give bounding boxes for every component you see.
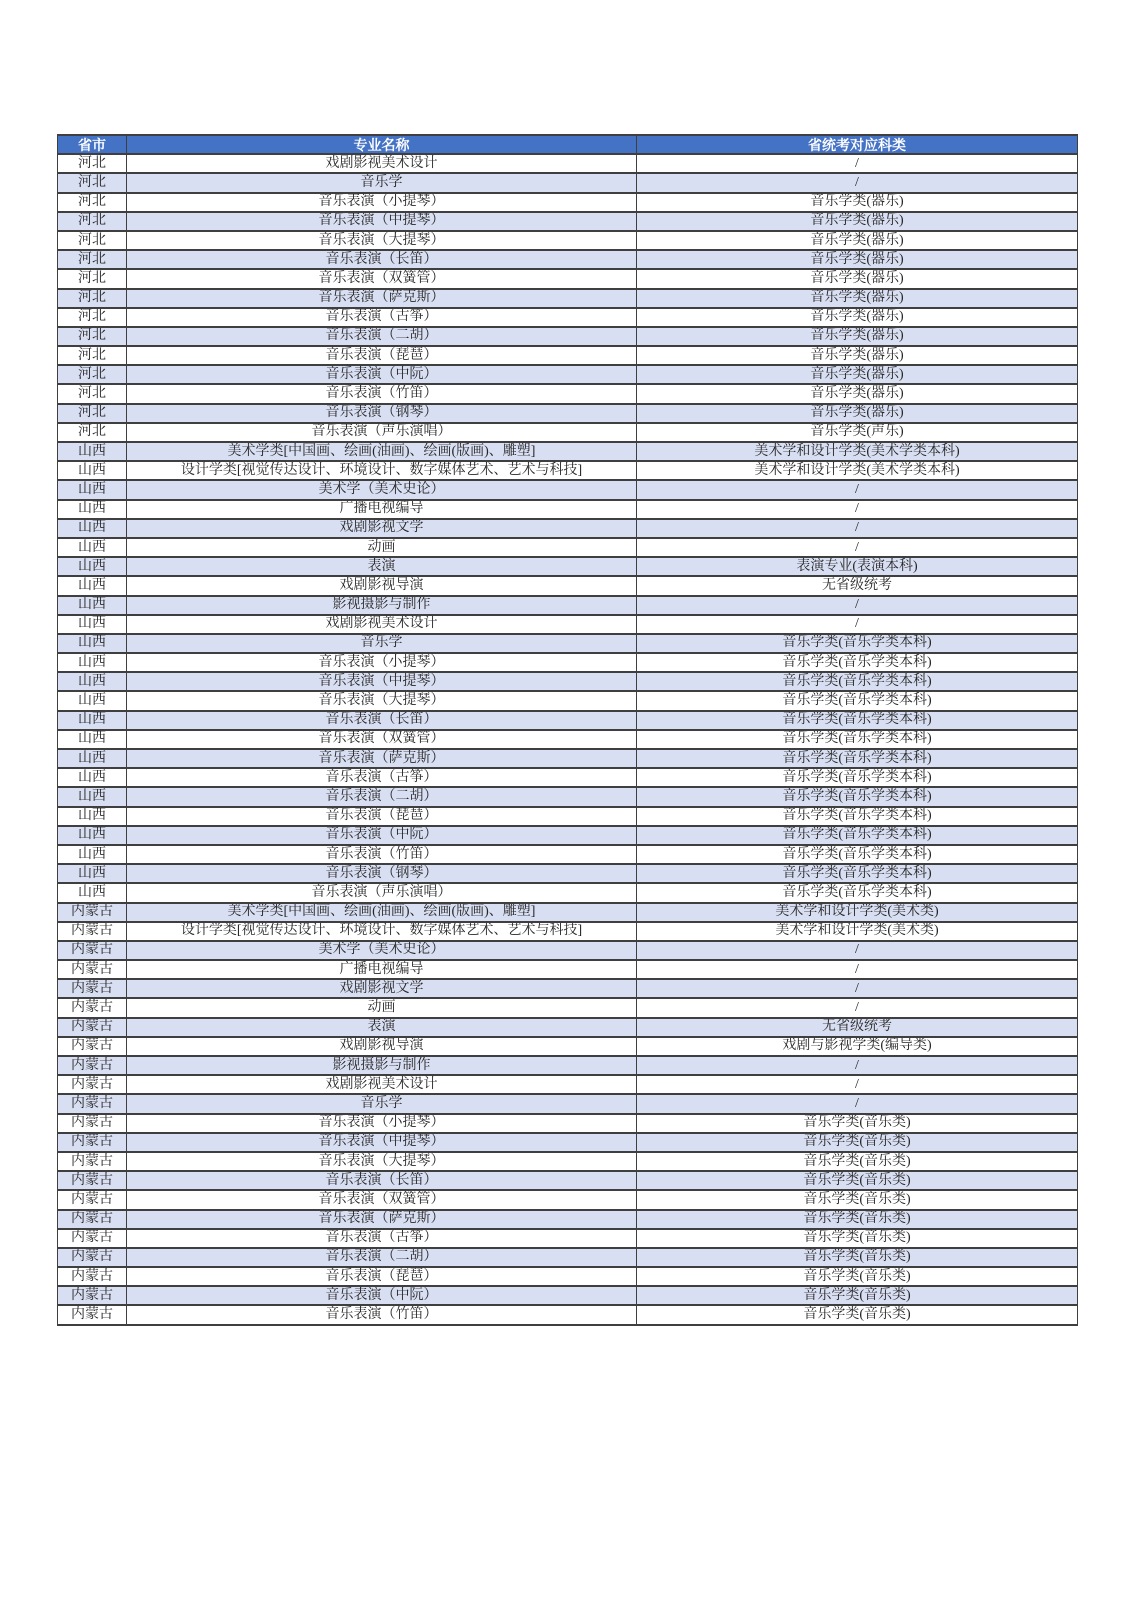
majors-table [57, 134, 1078, 1326]
province-cell: 山西 [58, 461, 127, 480]
table-row [58, 1229, 1078, 1248]
province-cell: 河北 [58, 269, 127, 288]
major-cell: 音乐表演（中提琴） [127, 1133, 637, 1152]
province-cell: 山西 [58, 807, 127, 826]
province-cell: 河北 [58, 231, 127, 250]
category-cell: 无省级统考 [637, 1018, 1078, 1037]
table-row [58, 193, 1078, 212]
table-body [58, 154, 1078, 1324]
province-cell: 山西 [58, 596, 127, 615]
province-cell: 河北 [58, 212, 127, 231]
category-cell: 美术学和设计学类(美术学类本科) [637, 442, 1078, 461]
province-cell: 内蒙古 [58, 1056, 127, 1075]
province-cell: 山西 [58, 787, 127, 806]
major-cell: 美术学类[中国画、绘画(油画)、绘画(版画)、雕塑] [127, 442, 637, 461]
category-cell: 戏剧与影视学类(编导类) [637, 1037, 1078, 1056]
province-cell: 内蒙古 [58, 1210, 127, 1229]
category-cell: 无省级统考 [637, 576, 1078, 595]
table-row [58, 212, 1078, 231]
major-cell: 音乐表演（长笛） [127, 250, 637, 269]
major-cell: 戏剧影视美术设计 [127, 1075, 637, 1094]
category-cell: 美术学和设计学类(美术学类本科) [637, 461, 1078, 480]
province-cell: 内蒙古 [58, 1229, 127, 1248]
major-cell: 音乐表演（二胡） [127, 787, 637, 806]
major-cell: 表演 [127, 1018, 637, 1037]
category-cell: 音乐学类(器乐) [637, 384, 1078, 403]
major-cell: 动画 [127, 998, 637, 1017]
major-cell: 戏剧影视导演 [127, 576, 637, 595]
table-row [58, 807, 1078, 826]
category-cell: 音乐学类(音乐学类本科) [637, 730, 1078, 749]
major-cell: 表演 [127, 557, 637, 576]
category-cell: 音乐学类(音乐类) [637, 1171, 1078, 1190]
table-row [58, 289, 1078, 308]
major-cell: 音乐表演（钢琴） [127, 864, 637, 883]
category-cell: / [637, 1094, 1078, 1113]
table-row [58, 1114, 1078, 1133]
table-row [58, 845, 1078, 864]
table-row [58, 730, 1078, 749]
province-cell: 河北 [58, 193, 127, 212]
table-row [58, 749, 1078, 768]
category-cell: 音乐学类(器乐) [637, 308, 1078, 327]
table-row [58, 1305, 1078, 1324]
major-cell: 美术学（美术史论） [127, 480, 637, 499]
table-row [58, 1210, 1078, 1229]
major-cell: 设计学类[视觉传达设计、环境设计、数字媒体艺术、艺术与科技] [127, 922, 637, 941]
province-cell: 山西 [58, 442, 127, 461]
major-cell: 音乐表演（大提琴） [127, 231, 637, 250]
category-cell: 音乐学类(器乐) [637, 346, 1078, 365]
province-cell: 内蒙古 [58, 1018, 127, 1037]
category-cell: 音乐学类(音乐学类本科) [637, 883, 1078, 902]
table-row [58, 998, 1078, 1017]
table-row [58, 308, 1078, 327]
table-row [58, 1075, 1078, 1094]
table-row [58, 269, 1078, 288]
table-row [58, 1190, 1078, 1209]
major-cell: 广播电视编导 [127, 960, 637, 979]
major-cell: 戏剧影视导演 [127, 1037, 637, 1056]
category-cell: 音乐学类(音乐学类本科) [637, 787, 1078, 806]
major-cell: 音乐表演（小提琴） [127, 193, 637, 212]
province-cell: 河北 [58, 346, 127, 365]
table-row [58, 1133, 1078, 1152]
province-cell: 山西 [58, 711, 127, 730]
major-cell: 戏剧影视美术设计 [127, 154, 637, 173]
major-cell: 广播电视编导 [127, 500, 637, 519]
major-cell: 美术学（美术史论） [127, 941, 637, 960]
province-cell: 内蒙古 [58, 1094, 127, 1113]
table-row [58, 154, 1078, 173]
province-cell: 内蒙古 [58, 922, 127, 941]
category-cell: 音乐学类(器乐) [637, 327, 1078, 346]
category-cell: / [637, 960, 1078, 979]
table-row [58, 480, 1078, 499]
category-cell: / [637, 1075, 1078, 1094]
province-cell: 山西 [58, 615, 127, 634]
province-cell: 内蒙古 [58, 1286, 127, 1305]
major-cell: 音乐表演（长笛） [127, 711, 637, 730]
major-cell: 戏剧影视文学 [127, 979, 637, 998]
major-cell: 音乐表演（大提琴） [127, 1152, 637, 1171]
province-cell: 内蒙古 [58, 941, 127, 960]
province-cell: 河北 [58, 404, 127, 423]
table-row [58, 404, 1078, 423]
major-cell: 音乐表演（萨克斯） [127, 1210, 637, 1229]
table-row [58, 423, 1078, 442]
major-cell: 音乐表演（中提琴） [127, 672, 637, 691]
major-cell: 音乐表演（竹笛） [127, 1305, 637, 1324]
major-cell: 音乐表演（双簧管） [127, 1190, 637, 1209]
category-cell: 音乐学类(器乐) [637, 212, 1078, 231]
province-cell: 河北 [58, 173, 127, 192]
province-cell: 河北 [58, 327, 127, 346]
col-header-province: 省市 [58, 135, 127, 154]
category-cell: 音乐学类(音乐学类本科) [637, 749, 1078, 768]
category-cell: 音乐学类(器乐) [637, 250, 1078, 269]
table-row [58, 1171, 1078, 1190]
category-cell: / [637, 1056, 1078, 1075]
major-cell: 动画 [127, 538, 637, 557]
category-cell: 音乐学类(器乐) [637, 269, 1078, 288]
major-cell: 音乐表演（钢琴） [127, 404, 637, 423]
province-cell: 山西 [58, 672, 127, 691]
table-row [58, 327, 1078, 346]
category-cell: 音乐学类(音乐类) [637, 1133, 1078, 1152]
major-cell: 戏剧影视美术设计 [127, 615, 637, 634]
category-cell: 音乐学类(音乐类) [637, 1267, 1078, 1286]
table-row [58, 787, 1078, 806]
table-row [58, 173, 1078, 192]
province-cell: 内蒙古 [58, 1075, 127, 1094]
table-row [58, 691, 1078, 710]
major-cell: 音乐表演（小提琴） [127, 1114, 637, 1133]
province-cell: 山西 [58, 557, 127, 576]
category-cell: / [637, 154, 1078, 173]
table-row [58, 903, 1078, 922]
major-cell: 音乐学 [127, 634, 637, 653]
table-row [58, 596, 1078, 615]
table-row [58, 1248, 1078, 1267]
province-cell: 山西 [58, 730, 127, 749]
major-cell: 音乐表演（萨克斯） [127, 289, 637, 308]
major-cell: 音乐表演（大提琴） [127, 691, 637, 710]
major-cell: 影视摄影与制作 [127, 1056, 637, 1075]
col-header-category: 省统考对应科类 [637, 135, 1078, 154]
table-row [58, 1018, 1078, 1037]
major-cell: 音乐表演（声乐演唱） [127, 423, 637, 442]
province-cell: 河北 [58, 308, 127, 327]
table-row [58, 883, 1078, 902]
major-cell: 音乐表演（琵琶） [127, 807, 637, 826]
province-cell: 山西 [58, 653, 127, 672]
category-cell: 美术学和设计学类(美术类) [637, 903, 1078, 922]
table-row [58, 442, 1078, 461]
province-cell: 内蒙古 [58, 1152, 127, 1171]
province-cell: 山西 [58, 845, 127, 864]
province-cell: 内蒙古 [58, 1037, 127, 1056]
table-row [58, 941, 1078, 960]
table-row [58, 557, 1078, 576]
table-row [58, 576, 1078, 595]
province-cell: 内蒙古 [58, 1133, 127, 1152]
province-cell: 山西 [58, 634, 127, 653]
province-cell: 河北 [58, 384, 127, 403]
province-cell: 山西 [58, 576, 127, 595]
category-cell: / [637, 480, 1078, 499]
province-cell: 河北 [58, 289, 127, 308]
major-cell: 音乐表演（琵琶） [127, 1267, 637, 1286]
province-cell: 内蒙古 [58, 1305, 127, 1324]
category-cell: / [637, 998, 1078, 1017]
major-cell: 美术学类[中国画、绘画(油画)、绘画(版画)、雕塑] [127, 903, 637, 922]
category-cell: 音乐学类(音乐学类本科) [637, 845, 1078, 864]
province-cell: 山西 [58, 519, 127, 538]
table-row [58, 615, 1078, 634]
table-row [58, 346, 1078, 365]
category-cell: 音乐学类(器乐) [637, 289, 1078, 308]
major-cell: 设计学类[视觉传达设计、环境设计、数字媒体艺术、艺术与科技] [127, 461, 637, 480]
major-cell: 影视摄影与制作 [127, 596, 637, 615]
major-cell: 音乐表演（双簧管） [127, 269, 637, 288]
category-cell: 音乐学类(音乐学类本科) [637, 653, 1078, 672]
major-cell: 音乐表演（古筝） [127, 308, 637, 327]
table-row [58, 1152, 1078, 1171]
table-row [58, 384, 1078, 403]
table-row [58, 864, 1078, 883]
province-cell: 河北 [58, 154, 127, 173]
category-cell: 音乐学类(音乐学类本科) [637, 691, 1078, 710]
province-cell: 河北 [58, 423, 127, 442]
major-cell: 音乐表演（中阮） [127, 1286, 637, 1305]
province-cell: 山西 [58, 500, 127, 519]
table-row [58, 1286, 1078, 1305]
category-cell: 表演专业(表演本科) [637, 557, 1078, 576]
category-cell: / [637, 596, 1078, 615]
category-cell: / [637, 500, 1078, 519]
category-cell: 音乐学类(音乐学类本科) [637, 672, 1078, 691]
major-cell: 音乐表演（中提琴） [127, 212, 637, 231]
category-cell: 音乐学类(音乐类) [637, 1286, 1078, 1305]
table-row [58, 1267, 1078, 1286]
category-cell: 音乐学类(音乐学类本科) [637, 768, 1078, 787]
province-cell: 内蒙古 [58, 1248, 127, 1267]
table-row [58, 231, 1078, 250]
major-cell: 音乐表演（古筝） [127, 1229, 637, 1248]
category-cell: / [637, 538, 1078, 557]
major-cell: 音乐表演（双簧管） [127, 730, 637, 749]
category-cell: / [637, 615, 1078, 634]
table-row [58, 826, 1078, 845]
category-cell: 音乐学类(音乐类) [637, 1152, 1078, 1171]
major-cell: 音乐学 [127, 1094, 637, 1113]
category-cell: 音乐学类(音乐类) [637, 1210, 1078, 1229]
table-row [58, 500, 1078, 519]
province-cell: 内蒙古 [58, 903, 127, 922]
category-cell: 音乐学类(声乐) [637, 423, 1078, 442]
table-row [58, 538, 1078, 557]
table-row [58, 979, 1078, 998]
province-cell: 山西 [58, 883, 127, 902]
category-cell: 音乐学类(器乐) [637, 231, 1078, 250]
category-cell: 美术学和设计学类(美术类) [637, 922, 1078, 941]
province-cell: 内蒙古 [58, 1171, 127, 1190]
major-cell: 音乐表演（二胡） [127, 1248, 637, 1267]
category-cell: / [637, 979, 1078, 998]
major-cell: 音乐表演（小提琴） [127, 653, 637, 672]
table-row [58, 365, 1078, 384]
province-cell: 内蒙古 [58, 1190, 127, 1209]
category-cell: 音乐学类(音乐学类本科) [637, 711, 1078, 730]
table-row [58, 672, 1078, 691]
table-row [58, 711, 1078, 730]
category-cell: 音乐学类(音乐类) [637, 1229, 1078, 1248]
province-cell: 山西 [58, 768, 127, 787]
province-cell: 内蒙古 [58, 960, 127, 979]
category-cell: 音乐学类(音乐学类本科) [637, 864, 1078, 883]
province-cell: 内蒙古 [58, 1114, 127, 1133]
category-cell: 音乐学类(器乐) [637, 365, 1078, 384]
category-cell: 音乐学类(音乐类) [637, 1190, 1078, 1209]
major-cell: 音乐表演（萨克斯） [127, 749, 637, 768]
major-cell: 音乐表演（竹笛） [127, 845, 637, 864]
table-row [58, 1094, 1078, 1113]
major-cell: 音乐表演（琵琶） [127, 346, 637, 365]
category-cell: 音乐学类(音乐类) [637, 1114, 1078, 1133]
table-row [58, 1037, 1078, 1056]
table-row [58, 1056, 1078, 1075]
major-cell: 音乐表演（声乐演唱） [127, 883, 637, 902]
category-cell: 音乐学类(器乐) [637, 193, 1078, 212]
category-cell: 音乐学类(音乐类) [637, 1248, 1078, 1267]
category-cell: / [637, 173, 1078, 192]
province-cell: 内蒙古 [58, 979, 127, 998]
province-cell: 山西 [58, 864, 127, 883]
province-cell: 山西 [58, 538, 127, 557]
province-cell: 河北 [58, 250, 127, 269]
province-cell: 山西 [58, 691, 127, 710]
category-cell: 音乐学类(音乐学类本科) [637, 634, 1078, 653]
category-cell: / [637, 941, 1078, 960]
table-row [58, 250, 1078, 269]
table-row [58, 461, 1078, 480]
major-cell: 音乐学 [127, 173, 637, 192]
table-row [58, 634, 1078, 653]
province-cell: 山西 [58, 826, 127, 845]
major-cell: 音乐表演（竹笛） [127, 384, 637, 403]
category-cell: 音乐学类(器乐) [637, 404, 1078, 423]
category-cell: / [637, 519, 1078, 538]
province-cell: 山西 [58, 480, 127, 499]
category-cell: 音乐学类(音乐类) [637, 1305, 1078, 1324]
category-cell: 音乐学类(音乐学类本科) [637, 826, 1078, 845]
table-row [58, 519, 1078, 538]
table-row [58, 960, 1078, 979]
header-row [58, 135, 1078, 154]
major-cell: 音乐表演（中阮） [127, 826, 637, 845]
category-cell: 音乐学类(音乐学类本科) [637, 807, 1078, 826]
province-cell: 内蒙古 [58, 1267, 127, 1286]
major-cell: 戏剧影视文学 [127, 519, 637, 538]
table-row [58, 768, 1078, 787]
table-row [58, 653, 1078, 672]
province-cell: 河北 [58, 365, 127, 384]
col-header-major: 专业名称 [127, 135, 637, 154]
major-cell: 音乐表演（长笛） [127, 1171, 637, 1190]
table-row [58, 922, 1078, 941]
major-cell: 音乐表演（古筝） [127, 768, 637, 787]
major-cell: 音乐表演（二胡） [127, 327, 637, 346]
major-cell: 音乐表演（中阮） [127, 365, 637, 384]
province-cell: 内蒙古 [58, 998, 127, 1017]
province-cell: 山西 [58, 749, 127, 768]
